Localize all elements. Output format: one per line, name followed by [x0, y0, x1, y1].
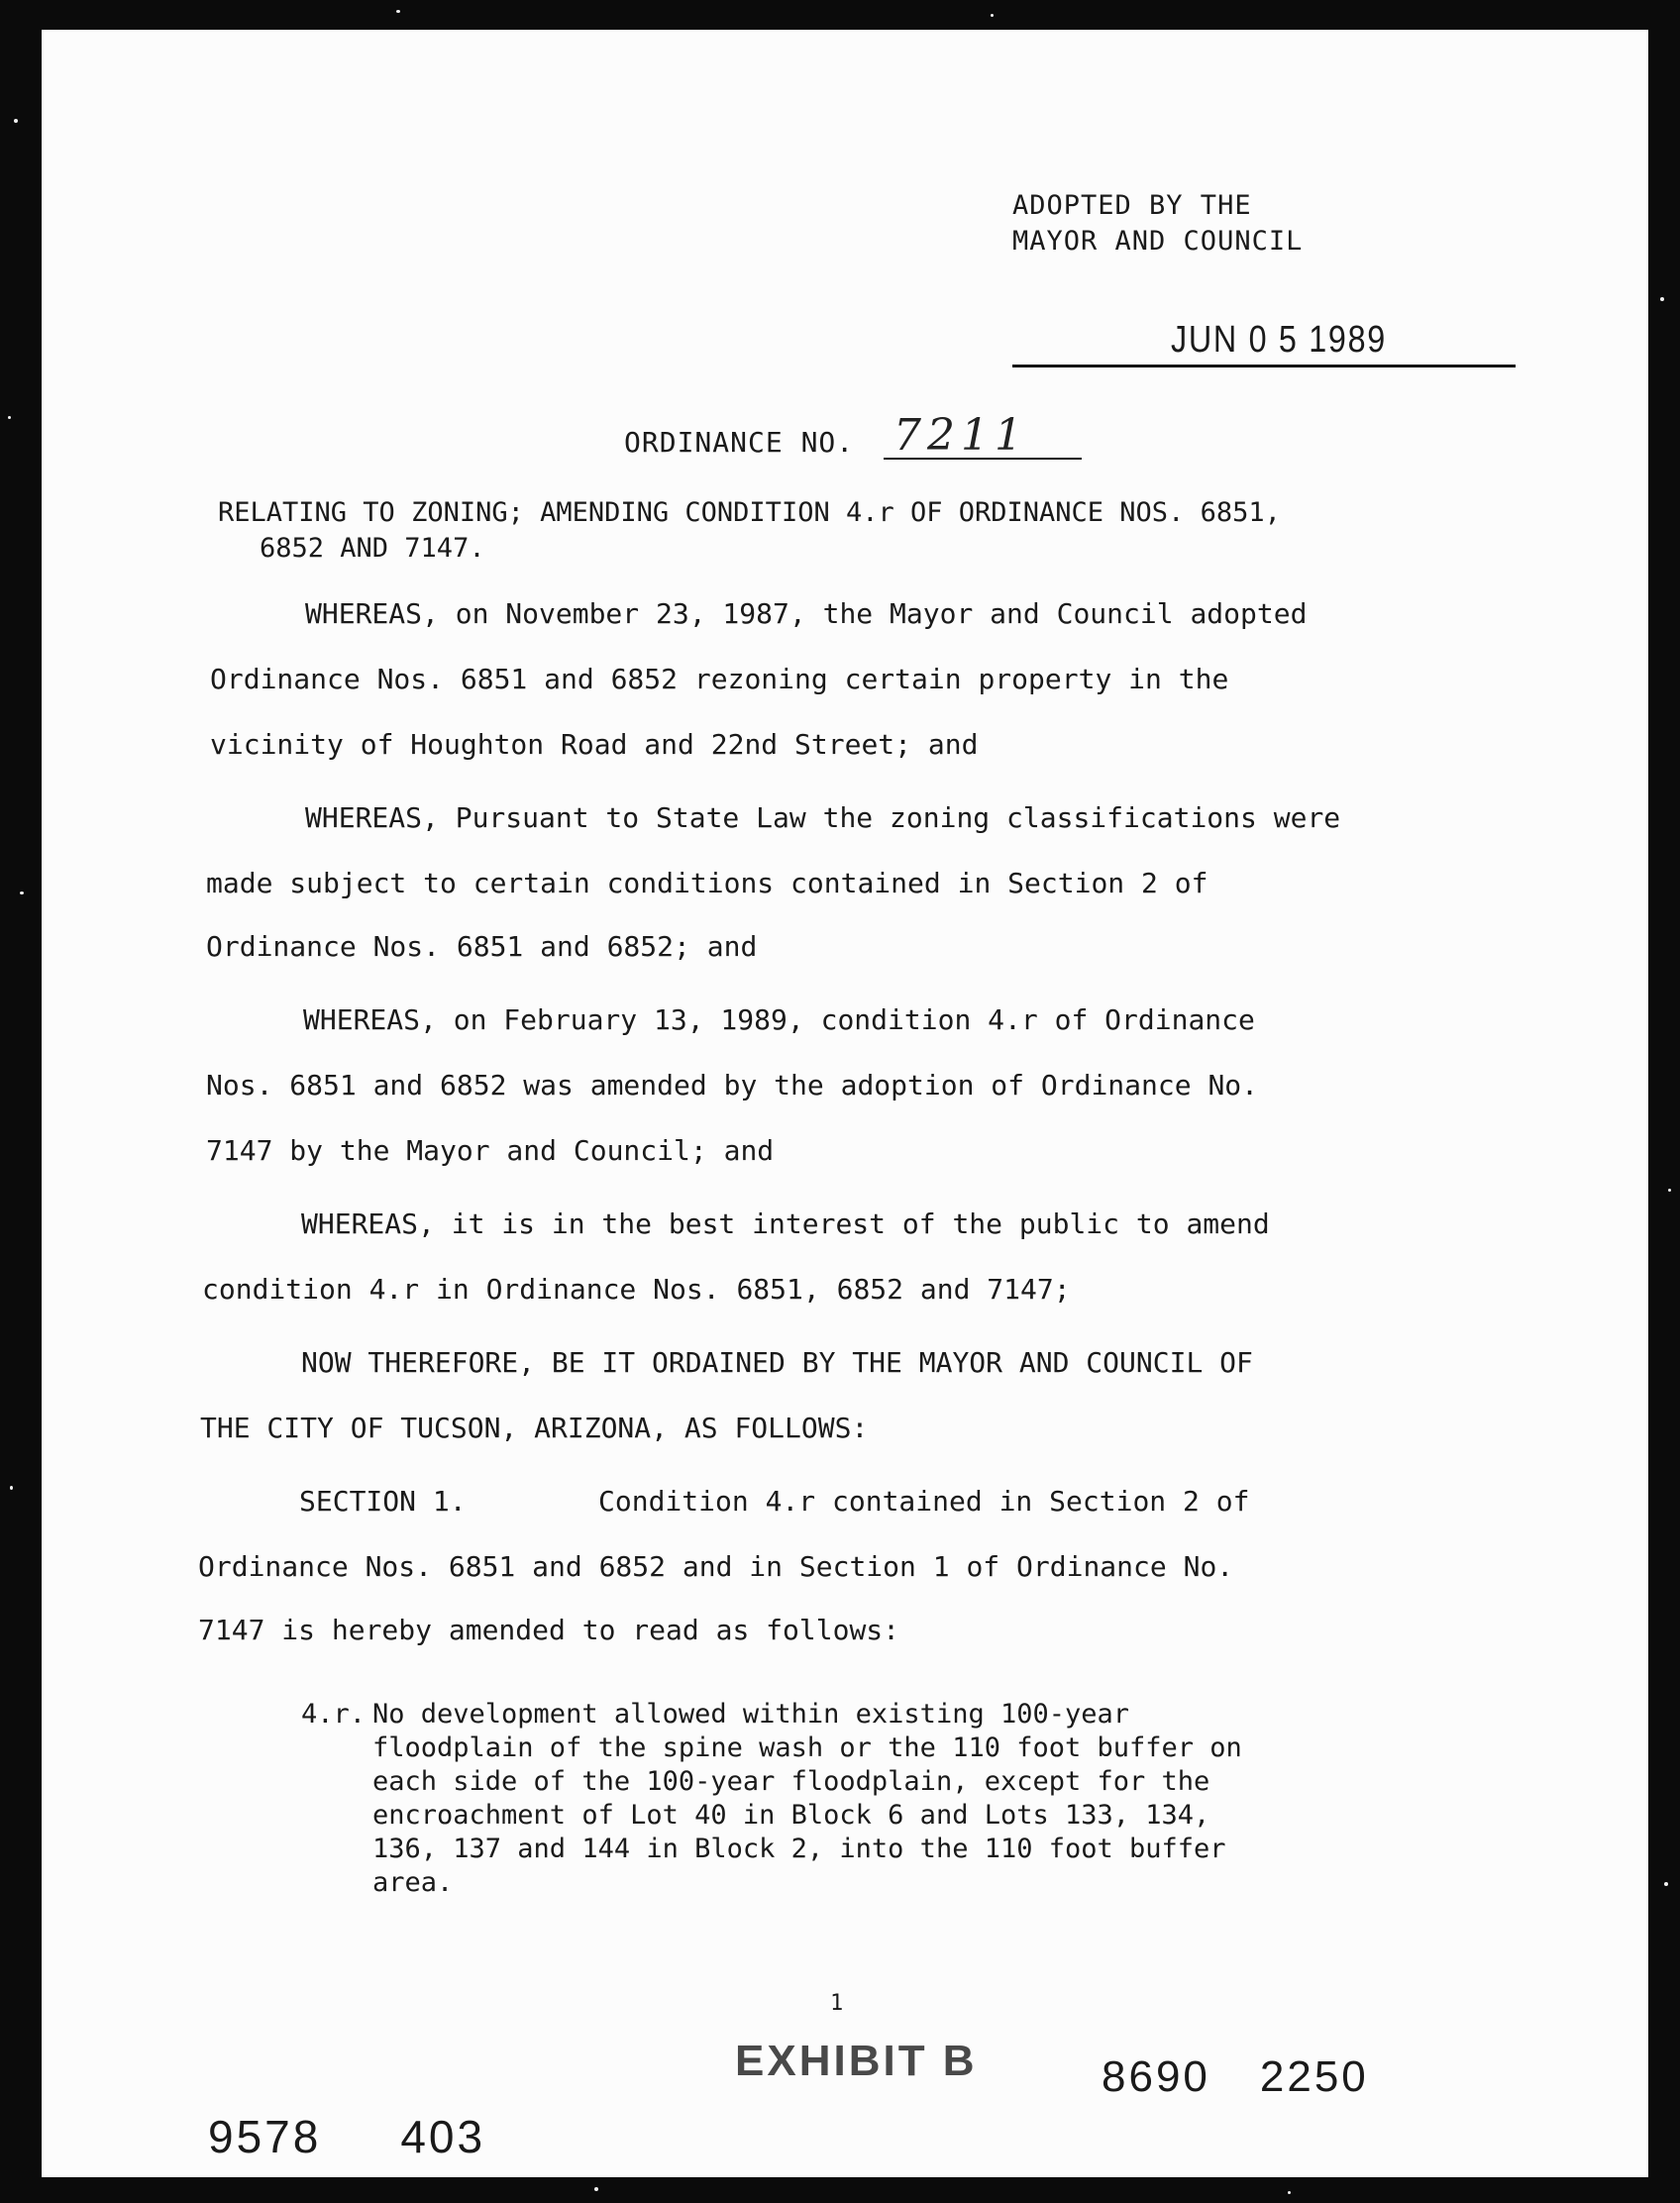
paragraph-3-line-1: WHEREAS, on February 13, 1989, condition 4.r of Ordinance [303, 1003, 1255, 1036]
scan-speck [991, 14, 994, 17]
paragraph-1-line-1: WHEREAS, on November 23, 1987, the Mayor and Council adopted [305, 597, 1308, 630]
paragraph-3-line-3: 7147 by the Mayor and Council; and [206, 1134, 775, 1167]
section-1-line-2: Ordinance Nos. 6851 and 6852 and in Section 1 of Ordinance No. [198, 1550, 1234, 1583]
date-underline [1012, 365, 1516, 367]
section-1-line-3: 7147 is hereby amended to read as follows: [198, 1614, 900, 1646]
scan-speck [1668, 1189, 1671, 1192]
amended-line: each side of the 100-year floodplain, except for the [372, 1766, 1210, 1797]
ordinance-label: ORDINANCE NO. [624, 426, 855, 459]
amended-line: area. [372, 1867, 454, 1898]
docket-left-b: 403 [400, 2111, 486, 2162]
scan-speck [1288, 2191, 1291, 2194]
scan-speck [14, 119, 18, 123]
scan-speck [594, 2187, 598, 2191]
scan-speck [396, 10, 400, 13]
adopted-line-2: MAYOR AND COUNCIL [1012, 226, 1304, 257]
exhibit-stamp: EXHIBIT B [735, 2037, 978, 2085]
paragraph-3-line-2: Nos. 6851 and 6852 was amended by the adoption of Ordinance No. [206, 1069, 1259, 1102]
paragraph-2-line-3: Ordinance Nos. 6851 and 6852; and [206, 930, 758, 963]
paragraph-1-line-2: Ordinance Nos. 6851 and 6852 rezoning certain property in the [210, 663, 1229, 695]
ordinance-title [218, 495, 1281, 567]
scan-speck [8, 416, 11, 419]
scan-speck [20, 892, 24, 894]
paragraph-5-line-2: THE CITY OF TUCSON, ARIZONA, AS FOLLOWS: [200, 1412, 869, 1444]
amended-line: No development allowed within existing 100-year [372, 1699, 1130, 1730]
paragraph-1-line-3: vicinity of Houghton Road and 22nd Street; and [210, 728, 979, 761]
amended-condition-number: 4.r. [301, 1699, 367, 1730]
docket-number-right [1102, 2052, 1369, 2102]
document-page [42, 30, 1648, 2177]
paragraph-4-line-1: WHEREAS, it is in the best interest of the public to amend [301, 1207, 1270, 1240]
scan-speck [1660, 297, 1664, 301]
docket-right-a: 8690 [1102, 2052, 1210, 2101]
adopted-line-1: ADOPTED BY THE [1012, 190, 1252, 221]
docket-number-left [208, 2110, 485, 2163]
paragraph-2-line-1: WHEREAS, Pursuant to State Law the zoning classifications were [305, 801, 1341, 834]
section-1-label: SECTION 1. [299, 1485, 467, 1518]
ordinance-number: 7211 [893, 410, 1028, 461]
ordinance-number-underline [884, 458, 1082, 460]
paragraph-4-line-2: condition 4.r in Ordinance Nos. 6851, 6852 and 7147; [202, 1273, 1071, 1306]
amended-line: floodplain of the spine wash or the 110 foot buffer on [372, 1732, 1242, 1763]
paragraph-2-line-2: made subject to certain conditions contained in Section 2 of [206, 867, 1208, 899]
scan-speck [1664, 1882, 1668, 1886]
scan-speck [10, 1486, 13, 1490]
adopted-stamp [1012, 188, 1303, 260]
adoption-date-stamp: JUN 0 5 1989 [1171, 319, 1387, 361]
paragraph-5-line-1: NOW THEREFORE, BE IT ORDAINED BY THE MAYOR AND COUNCIL OF [301, 1346, 1253, 1379]
title-line-2: 6852 AND 7147. [260, 533, 485, 564]
section-1-line-1: Condition 4.r contained in Section 2 of [598, 1485, 1250, 1518]
amended-line: encroachment of Lot 40 in Block 6 and Lots 133, 134, [372, 1800, 1210, 1831]
docket-right-b: 2250 [1259, 2052, 1369, 2101]
amended-condition-text [372, 1698, 1242, 1900]
amended-line: 136, 137 and 144 in Block 2, into the 110 foot buffer [372, 1834, 1226, 1864]
page-number: 1 [830, 1991, 844, 2016]
title-line-1: RELATING TO ZONING; AMENDING CONDITION 4.r OF ORDINANCE NOS. 6851, [218, 497, 1281, 528]
docket-left-a: 9578 [208, 2111, 322, 2162]
